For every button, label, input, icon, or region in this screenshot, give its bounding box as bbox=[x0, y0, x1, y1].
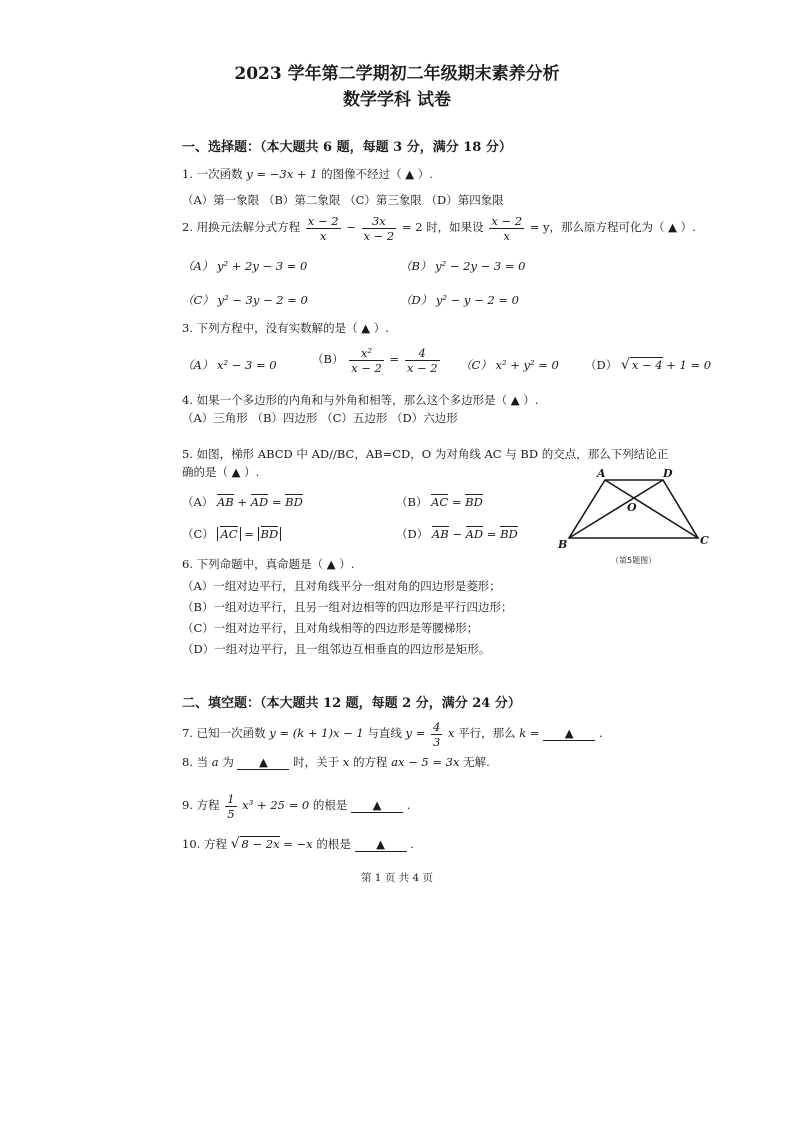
q2-option-b: （B） y² − 2y − 3 = 0 bbox=[400, 259, 526, 273]
q6-option-d: （D）一组对边平行，且一组邻边互相垂直的四边形是矩形。 bbox=[182, 642, 491, 656]
q5-stem-line1: 5. 如图，梯形 ABCD 中 AD//BC，AB=CD，O 为对角线 AC 与 BD 的交点，那么下列结论正 bbox=[182, 447, 669, 461]
point-o-label: O bbox=[627, 501, 637, 514]
q3-option-c: （C） x² + y² = 0 bbox=[460, 358, 559, 372]
q6-option-b: （B）一组对边平行，且另一组对边相等的四边形是平行四边形； bbox=[182, 600, 513, 614]
q1-stem: 1. 一次函数 y = −3x + 1 的图像不经过（ ▲ ）. bbox=[182, 167, 433, 181]
q10-stem: 10. 方程 √ 8 − 2x = −x 的根是 ▲ . bbox=[182, 836, 414, 852]
q4-stem: 4. 如果一个多边形的内角和与外角和相等，那么这个多边形是（ ▲ ）. bbox=[182, 393, 539, 407]
q7-stem: 7. 已知一次函数 y = (k + 1)x − 1 与直线 y = $\frac{4}{3}$ x 平行，那么 k = ▲ . bbox=[182, 719, 603, 749]
vertex-a-label: A bbox=[597, 467, 606, 480]
q5-option-b: （B） AC = BD bbox=[396, 495, 483, 509]
page-footer: 第 1 页 共 4 页 bbox=[360, 872, 434, 884]
q5-option-d: （D） AB − AD = BD bbox=[396, 527, 518, 541]
q8-stem: 8. 当 a 为 ▲ 时，关于 x 的方程 ax − 5 = 3x 无解. bbox=[182, 755, 490, 769]
vertex-c-label: C bbox=[700, 534, 709, 547]
vertex-d-label: D bbox=[663, 467, 673, 480]
q5-trapezoid-figure bbox=[555, 466, 715, 571]
q2-stem: 2. 用换元法解分式方程 $\frac{x - 2}{x}$ − $\frac{3x}{x - 2}$ = 2 时，如果设 $\frac{x - 2}{x}$ = y，那么原方程可化为（ ▲ ）. bbox=[182, 213, 696, 243]
q6-option-a: （A）一组对边平行，且对角线平分一组对角的四边形是菱形； bbox=[182, 579, 501, 593]
q3-stem: 3. 下列方程中，没有实数解的是（ ▲ ）. bbox=[182, 321, 389, 335]
diagonal-ac bbox=[605, 480, 698, 538]
q2-option-d: （D） y² − y − 2 = 0 bbox=[400, 293, 519, 307]
q3-option-b: （B） $\frac{\text{x²}}{x - 2}$ = $\frac{4}{x - 2}$ bbox=[312, 345, 438, 375]
q8-answer-blank[interactable]: ▲ bbox=[237, 755, 289, 770]
diagonal-bd bbox=[569, 480, 663, 538]
q5-stem-line2: 确的是（ ▲ ）. bbox=[182, 465, 260, 479]
q1-options: （A）第一象限 （B）第二象限 （C）第三象限 （D）第四象限 bbox=[182, 193, 504, 207]
section1-heading: 一、选择题：（本大题共 6 题，每题 3 分，满分 18 分） bbox=[182, 140, 512, 155]
q2-option-a: （A） y² + 2y − 3 = 0 bbox=[182, 259, 308, 273]
vertex-b-label: B bbox=[558, 538, 568, 551]
q3-option-a: （A） x² − 3 = 0 bbox=[182, 358, 277, 372]
q9-answer-blank[interactable]: ▲ bbox=[351, 798, 403, 813]
exam-subtitle: 数学学科 试卷 bbox=[343, 90, 451, 110]
q6-stem: 6. 下列命题中，真命题是（ ▲ ）. bbox=[182, 557, 355, 571]
q9-stem: 9. 方程 $\frac{1}{5}$ x³ + 25 = 0 的根是 ▲ . bbox=[182, 791, 411, 821]
exam-title: 2023 学年第二学期初二年级期末素养分析 bbox=[234, 64, 560, 84]
q5-option-c: （C） AC = BD bbox=[182, 526, 281, 542]
figure-caption: （第5题图） bbox=[611, 556, 657, 565]
q10-answer-blank[interactable]: ▲ bbox=[355, 837, 407, 852]
q6-option-c: （C）一组对边平行，且对角线相等的四边形是等腰梯形； bbox=[182, 621, 479, 635]
q3-option-d: （D） √ x − 4 + 1 = 0 bbox=[585, 357, 712, 373]
q5-option-a: （A） AB + AD = BD bbox=[182, 495, 303, 509]
section2-heading: 二、填空题：（本大题共 12 题，每题 2 分，满分 24 分） bbox=[182, 696, 521, 711]
q2-option-c: （C） y² − 3y − 2 = 0 bbox=[182, 293, 308, 307]
q7-answer-blank[interactable]: ▲ bbox=[543, 726, 595, 741]
q4-options: （A）三角形 （B）四边形 （C）五边形 （D）六边形 bbox=[182, 411, 458, 425]
